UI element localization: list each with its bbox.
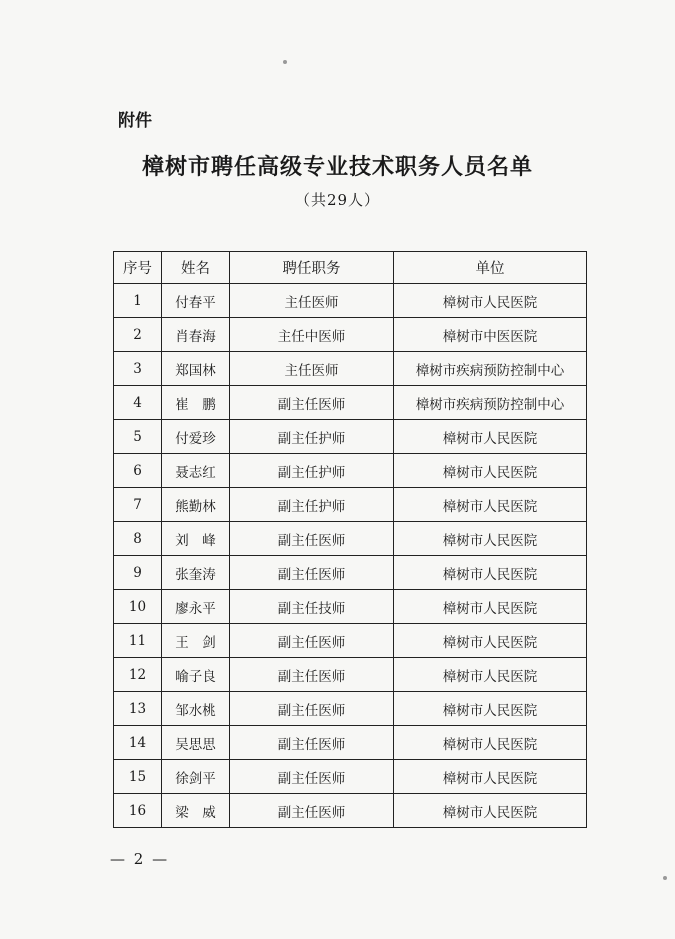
cell-name: 吴思思 [162,726,230,760]
cell-name: 肖春海 [162,318,230,352]
cell-unit: 樟树市疾病预防控制中心 [394,386,587,420]
table-row [114,522,587,556]
cell-position: 主任中医师 [230,318,394,352]
cell-unit: 樟树市中医医院 [394,318,587,352]
table-row [114,556,587,590]
cell-serial: 16 [114,794,162,828]
cell-name: 付爱珍 [162,420,230,454]
table-row [114,318,587,352]
cell-name: 喻子良 [162,658,230,692]
table-row [114,726,587,760]
cell-serial: 8 [114,522,162,556]
table-row [114,658,587,692]
cell-name: 郑国林 [162,352,230,386]
table-row [114,624,587,658]
cell-name: 熊勤林 [162,488,230,522]
table-row [114,284,587,318]
cell-unit: 樟树市人民医院 [394,556,587,590]
cell-position: 副主任医师 [230,726,394,760]
cell-position: 副主任医师 [230,624,394,658]
cell-unit: 樟树市人民医院 [394,624,587,658]
cell-serial: 14 [114,726,162,760]
cell-unit: 樟树市人民医院 [394,726,587,760]
document-subtitle: （共29人） [294,191,381,209]
cell-unit: 樟树市人民医院 [394,522,587,556]
table-row [114,420,587,454]
cell-name: 廖永平 [162,590,230,624]
table-row [114,386,587,420]
table-row [114,454,587,488]
cell-position: 主任医师 [230,284,394,318]
attachment-label: 附件 [118,111,152,131]
table-row [114,352,587,386]
cell-serial: 4 [114,386,162,420]
cell-unit: 樟树市人民医院 [394,454,587,488]
cell-name: 邹水桃 [162,692,230,726]
cell-position: 副主任医师 [230,522,394,556]
header-unit: 单位 [394,252,587,284]
table-row [114,760,587,794]
cell-position: 主任医师 [230,352,394,386]
cell-unit: 樟树市人民医院 [394,658,587,692]
cell-unit: 樟树市人民医院 [394,420,587,454]
cell-serial: 12 [114,658,162,692]
header-serial: 序号 [114,252,162,284]
cell-position: 副主任技师 [230,590,394,624]
table-header-row [114,252,587,284]
cell-unit: 樟树市人民医院 [394,590,587,624]
cell-name: 张奎涛 [162,556,230,590]
table-row [114,692,587,726]
scan-speck [283,60,287,64]
cell-unit: 樟树市人民医院 [394,760,587,794]
table-row [114,488,587,522]
header-position: 聘任职务 [230,252,394,284]
cell-unit: 樟树市人民医院 [394,488,587,522]
cell-name: 梁 威 [162,794,230,828]
scan-speck [663,876,667,880]
cell-unit: 樟树市疾病预防控制中心 [394,352,587,386]
cell-name: 崔 鹏 [162,386,230,420]
cell-position: 副主任医师 [230,794,394,828]
cell-serial: 9 [114,556,162,590]
cell-position: 副主任护师 [230,420,394,454]
table-row [114,794,587,828]
header-name: 姓名 [162,252,230,284]
cell-position: 副主任医师 [230,692,394,726]
cell-position: 副主任医师 [230,386,394,420]
cell-serial: 7 [114,488,162,522]
cell-unit: 樟树市人民医院 [394,284,587,318]
cell-serial: 6 [114,454,162,488]
cell-position: 副主任医师 [230,556,394,590]
cell-position: 副主任护师 [230,488,394,522]
cell-serial: 15 [114,760,162,794]
cell-name: 聂志红 [162,454,230,488]
cell-serial: 1 [114,284,162,318]
cell-serial: 2 [114,318,162,352]
cell-name: 刘 峰 [162,522,230,556]
cell-unit: 樟树市人民医院 [394,692,587,726]
cell-position: 副主任医师 [230,658,394,692]
table-row [114,590,587,624]
cell-serial: 13 [114,692,162,726]
cell-name: 付春平 [162,284,230,318]
cell-serial: 5 [114,420,162,454]
document-title: 樟树市聘任高级专业技术职务人员名单 [141,154,533,180]
cell-name: 徐剑平 [162,760,230,794]
page-number: — 2 — [110,850,170,868]
cell-unit: 樟树市人民医院 [394,794,587,828]
cell-position: 副主任医师 [230,760,394,794]
cell-serial: 11 [114,624,162,658]
cell-serial: 10 [114,590,162,624]
staff-roster-table [113,251,587,828]
cell-position: 副主任护师 [230,454,394,488]
cell-serial: 3 [114,352,162,386]
cell-name: 王 剑 [162,624,230,658]
